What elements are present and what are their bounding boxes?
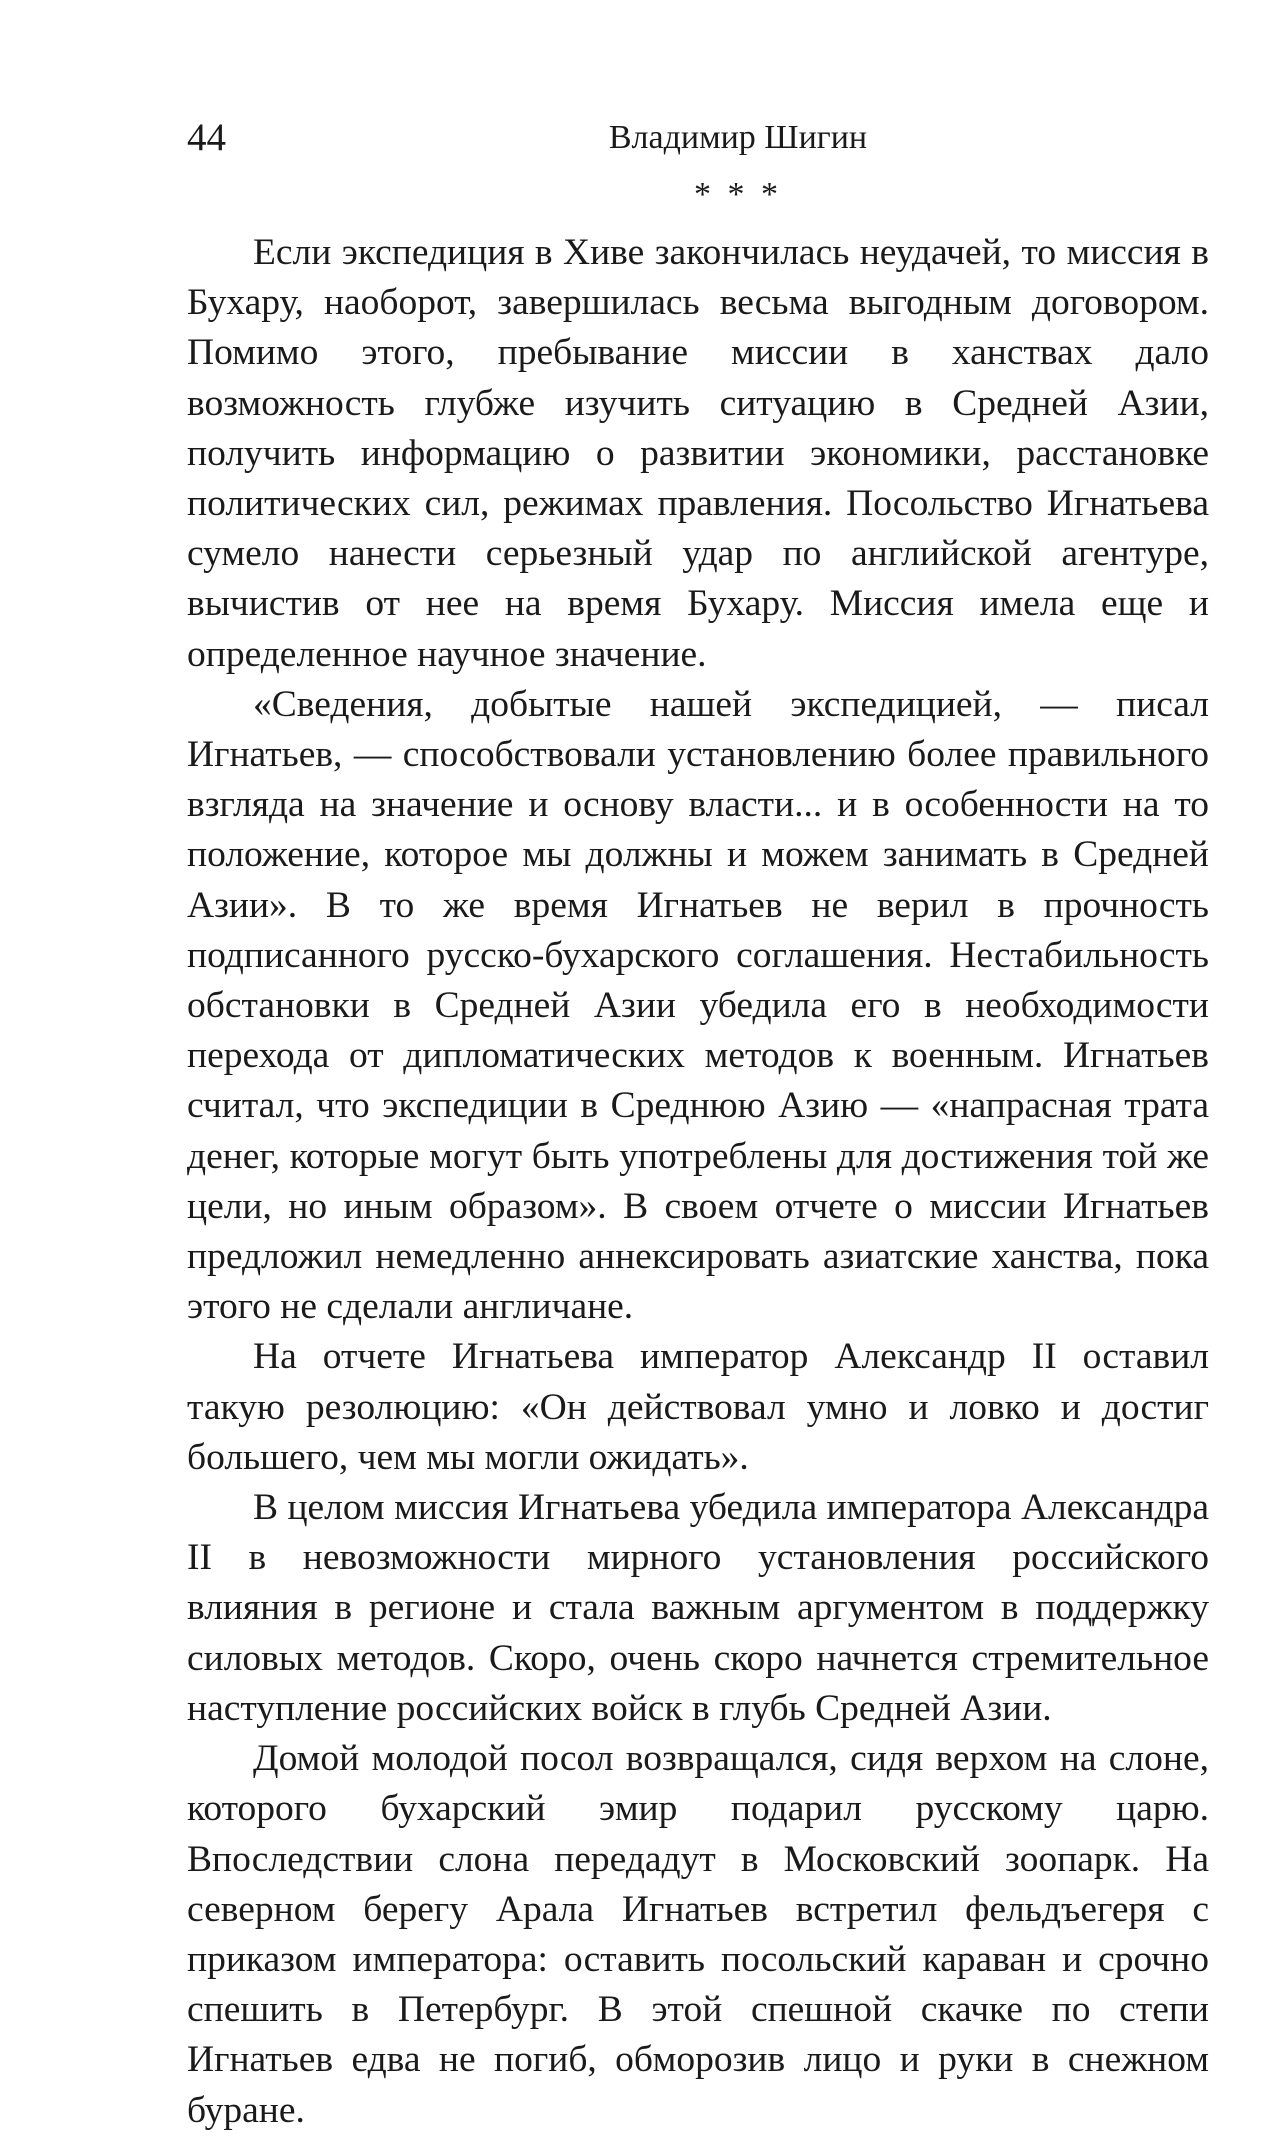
section-separator: * * * — [694, 176, 782, 213]
running-title: Владимир Шигин — [608, 119, 868, 156]
paragraph-5: Домой молодой посол возвращался, сидя верхом на слоне, которого бухарский эмир подарил русскому царю. Впоследствии слона передадут в Московский зоопарк. На северном берегу Арала Игнатьев встретил фельдъегеря с приказом императора: оставить посольский караван и срочно спешить в Петербург. В этой спешной скачке по степи Игнатьев едва не погиб, обморозив лицо и руки в снежном буране. — [187, 1738, 1209, 2131]
page-header — [187, 108, 1209, 168]
paragraph-4: В целом миссия Игнатьева убедила императора Александра II в невозможности мирного установления российского влияния в регионе и стала важным аргументом в поддержку силовых методов. Скоро, очень скоро начнется стремительное наступление российских войск в глубь Средней Азии. — [187, 1487, 1209, 1729]
paragraph-2: «Сведения, добытые нашей экспедицией, — писал Игнатьев, — способствовали установлению более правильного взгляда на значение и основу власти... и в особенности на то положение, которое мы должны и можем занимать в Средней Азии». В то же время Игнатьев не верил в прочность подписанного русско-бухарского соглашения. Нестабильность обстановки в Средней Азии убедила его в необходимости перехода от дипломатических методов к военным. Игнатьев считал, что экспедиции в Среднюю Азию — «напрасная трата денег, которые могут быть употреблены для достижения той же цели, но иным образом». В своем отчете о миссии Игнатьев предложил немедленно аннексировать азиатские ханства, пока этого не сделали англичане. — [187, 683, 1209, 1328]
page-number: 44 — [187, 116, 226, 159]
body-text — [187, 228, 1209, 2136]
paragraph-1: Если экспедиция в Хиве закончилась неудачей, то миссия в Бухару, наоборот, завершилась весьма выгодным договором. Помимо этого, пребывание миссии в ханствах дало возможность глубже изучить ситуацию в Средней Азии, получить информацию о развитии экономики, расстановке политических сил, режимах правления. Посольство Игнатьева сумело нанести серьезный удар по английской агентуре, вычистив от нее на время Бухару. Миссия имела еще и определенное научное значение. — [187, 232, 1209, 675]
paragraph-3: На отчете Игнатьева император Александр II оставил такую резолюцию: «Он действовал умно и ловко и достиг большего, чем мы могли ожидать». — [187, 1336, 1209, 1478]
